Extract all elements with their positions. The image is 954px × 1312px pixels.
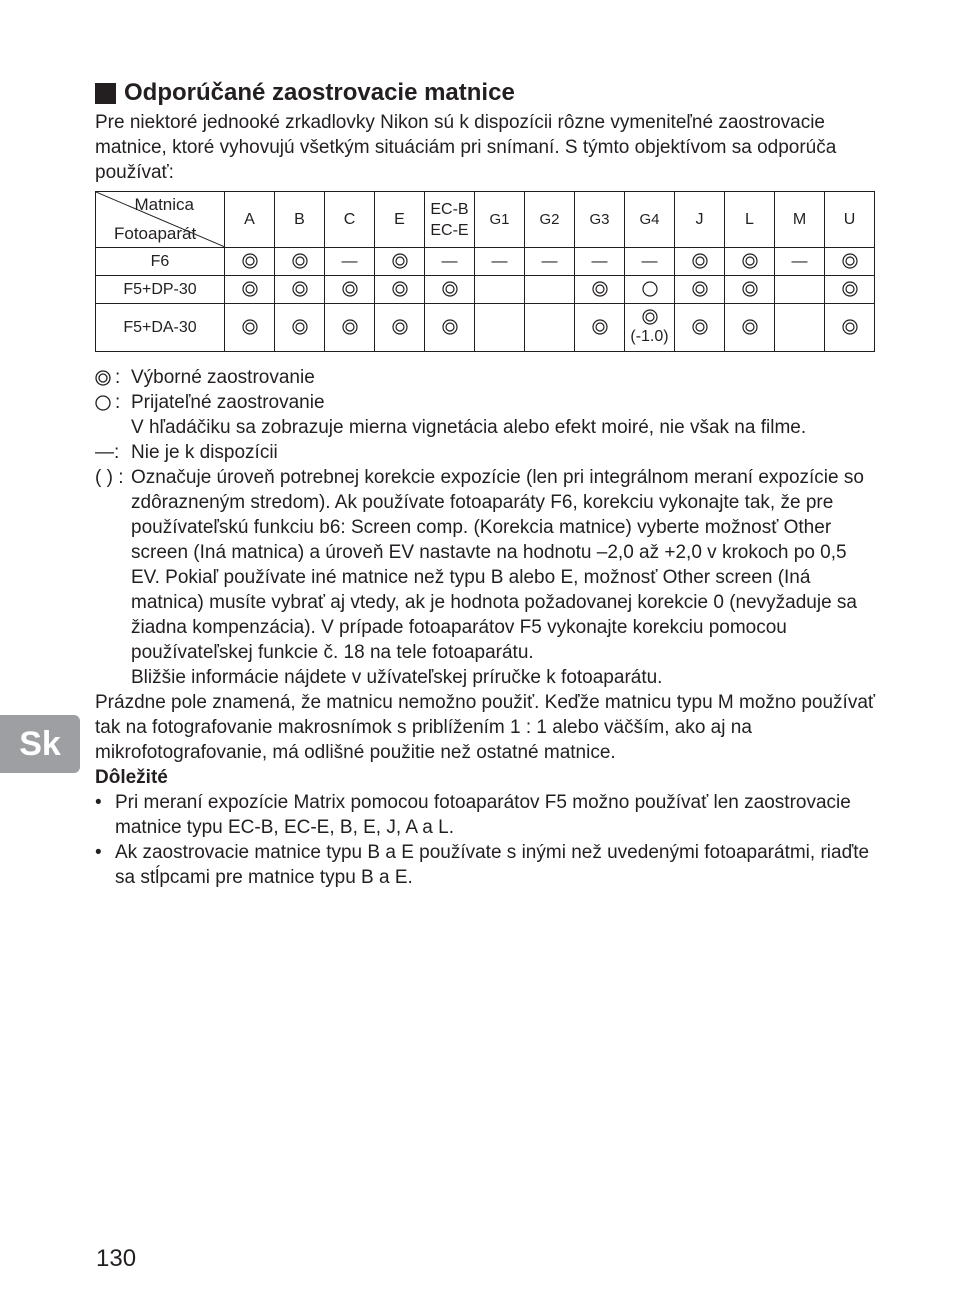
table-row	[96, 304, 875, 352]
table-cell	[475, 248, 525, 276]
dash-symbol: —	[341, 252, 358, 270]
legend-key-parentheses: ( ) :	[95, 467, 124, 488]
legend-colon: :	[115, 392, 121, 413]
table-cell	[375, 304, 425, 352]
corner-label-screen: Matnica	[134, 195, 194, 214]
important-item: • Pri meraní expozície Matrix pomocou fotoaparátov F5 možno používať len zaostrovacie matnice typu EC-B, EC-E, B, E, J, A a L.	[95, 790, 875, 840]
legend-acceptable-title: Prijateľné zaostrovanie	[131, 392, 325, 413]
section-heading	[95, 78, 875, 108]
legend-text-unavailable: Nie je k dispozícii	[131, 442, 278, 463]
table-header-row	[96, 192, 875, 248]
table-row	[96, 276, 875, 304]
camera-name: F5+DA-30	[96, 304, 225, 352]
column-header: G3	[575, 192, 625, 248]
table-body	[96, 248, 875, 352]
corner-label-camera: Fotoaparát	[114, 224, 197, 243]
table-row	[96, 248, 875, 276]
legend-colon: :	[115, 367, 121, 388]
table-cell	[225, 248, 275, 276]
table-cell	[325, 276, 375, 304]
table-cell	[725, 304, 775, 352]
circle-icon	[95, 395, 115, 411]
important-list	[95, 790, 875, 890]
double-circle-icon	[592, 319, 608, 335]
double-circle-icon	[242, 281, 258, 297]
table-cell	[625, 276, 675, 304]
double-circle-icon	[242, 253, 258, 269]
legend-text-parentheses	[131, 465, 875, 690]
table-cell	[825, 276, 875, 304]
legend-paren-text: Označuje úroveň potrebnej korekcie expozície (len pri integrálnom meraní expozície so zdôrazneným stredom). Ak používate fotoaparáty F6, korekciu vykonajte tak, že pre používateľskú funkciu b6: Screen comp. (Korekcia matnice) vyberte možnosť Other screen (Iná matnica) a úroveň EV nastavte na hodnotu –2,0 až +2,0 v krokoch po 0,5 EV. Pokiaľ používate iné matnice než typu B alebo E, možnosť Other screen (Iná matnica) musíte vybrať aj vtedy, ak je hodnota požadovanej korekcie 0 (nevyžaduje sa žiadna kompenzácia). V prípade fotoaparátov F5 vykonajte korekciu pomocou používateľskej funkcie č. 18 na tele fotoaparátu.	[131, 467, 864, 663]
double-circle-icon	[95, 370, 115, 386]
legend-key-acceptable	[95, 390, 131, 440]
double-circle-icon	[392, 319, 408, 335]
double-circle-icon	[642, 309, 658, 325]
language-tab	[0, 715, 80, 773]
section-title: Odporúčané zaostrovacie matnice	[124, 79, 515, 106]
legend-parentheses	[95, 465, 875, 690]
legend-acceptable	[95, 390, 875, 440]
column-header: G1	[475, 192, 525, 248]
table-cell	[725, 276, 775, 304]
double-circle-icon	[592, 281, 608, 297]
table-cell	[425, 248, 475, 276]
circle-icon	[642, 281, 658, 297]
double-circle-icon	[292, 319, 308, 335]
legend-unavailable	[95, 440, 875, 465]
legend-text-acceptable	[131, 390, 875, 440]
dash-symbol: —	[491, 252, 508, 270]
double-circle-icon	[242, 319, 258, 335]
empty-field-note: Prázdne pole znamená, že matnicu nemožno použiť. Keďže matnicu typu M možno používať tak na fotografovanie makrosnímok s priblížením 1 : 1 alebo väčším, ako aj na mikrofotografovanie, má odlišné použitie než ostatné matnice.	[95, 692, 876, 763]
legend-key-excellent	[95, 365, 131, 390]
important-item: • Ak zaostrovacie matnice typu B a E používate s inými než uvedenými fotoaparátmi, riaďte sa stĺpcami pre matnice typu B a E.	[95, 840, 875, 890]
table-cell	[375, 248, 425, 276]
column-header: B	[275, 192, 325, 248]
double-circle-icon	[842, 281, 858, 297]
table-cell	[525, 248, 575, 276]
legend	[95, 365, 875, 690]
dash-symbol: —	[591, 252, 608, 270]
column-header: G4	[625, 192, 675, 248]
camera-name: F5+DP-30	[96, 276, 225, 304]
double-circle-icon	[342, 281, 358, 297]
important-heading: Dôležité	[95, 767, 168, 788]
double-circle-icon	[692, 281, 708, 297]
column-header: U	[825, 192, 875, 248]
double-circle-icon	[742, 319, 758, 335]
double-circle-icon	[442, 319, 458, 335]
legend-excellent	[95, 365, 875, 390]
double-circle-icon	[842, 319, 858, 335]
table-cell	[825, 304, 875, 352]
dash-symbol: —	[641, 252, 658, 270]
table-cell	[775, 248, 825, 276]
table-cell	[275, 304, 325, 352]
table-cell	[325, 248, 375, 276]
column-header: EC-B EC-E	[425, 192, 475, 248]
dash-symbol: —	[541, 252, 558, 270]
intro-paragraph: Pre niektoré jednooké zrkadlovky Nikon sú k dispozícii rôzne vymeniteľné zaostrovacie matnice, ktoré vyhovujú všetkým situáciám pri snímaní. S týmto objektívom sa odporúča používať:	[95, 112, 837, 183]
table-cell	[575, 276, 625, 304]
table-cell	[275, 248, 325, 276]
table-cell	[675, 276, 725, 304]
table-cell	[625, 304, 675, 352]
double-circle-icon	[392, 253, 408, 269]
column-header: J	[675, 192, 725, 248]
column-header: C	[325, 192, 375, 248]
column-header: L	[725, 192, 775, 248]
table-cell	[375, 276, 425, 304]
legend-text-excellent: Výborné zaostrovanie	[131, 367, 315, 388]
table-cell	[575, 304, 625, 352]
table-cell	[225, 304, 275, 352]
table-cell	[525, 276, 575, 304]
table-cell	[425, 304, 475, 352]
camera-name: F6	[96, 248, 225, 276]
double-circle-icon	[442, 281, 458, 297]
column-header: M	[775, 192, 825, 248]
legend-acceptable-note: V hľadáčiku sa zobrazuje mierna vignetácia alebo efekt moiré, nie však na filme.	[131, 417, 807, 438]
table-cell	[225, 276, 275, 304]
table-cell	[775, 276, 825, 304]
table-cell	[675, 304, 725, 352]
table-cell	[525, 304, 575, 352]
double-circle-icon	[292, 281, 308, 297]
column-header: E	[375, 192, 425, 248]
double-circle-icon	[692, 253, 708, 269]
dash-symbol: —	[791, 252, 808, 270]
focusing-screen-table	[95, 191, 875, 352]
table-corner-cell	[96, 192, 225, 248]
page-number: 130	[96, 1245, 137, 1272]
language-tab-label: Sk	[19, 724, 61, 763]
page-content	[95, 78, 875, 890]
double-circle-icon	[692, 319, 708, 335]
table-cell	[475, 276, 525, 304]
table-cell	[775, 304, 825, 352]
table-cell	[725, 248, 775, 276]
table-cell	[625, 248, 675, 276]
double-circle-icon	[342, 319, 358, 335]
table-cell	[475, 304, 525, 352]
legend-key-unavailable: —:	[95, 442, 120, 463]
double-circle-icon	[742, 253, 758, 269]
double-circle-icon	[742, 281, 758, 297]
legend-paren-more: Bližšie informácie nájdete v užívateľskej príručke k fotoaparátu.	[131, 667, 663, 688]
double-circle-icon	[842, 253, 858, 269]
table-cell	[825, 248, 875, 276]
double-circle-icon	[392, 281, 408, 297]
column-header: G2	[525, 192, 575, 248]
table-cell	[325, 304, 375, 352]
double-circle-icon	[292, 253, 308, 269]
dash-symbol: —	[441, 252, 458, 270]
square-bullet-icon	[95, 83, 116, 104]
exposure-correction-note: (-1.0)	[630, 327, 669, 345]
table-cell	[675, 248, 725, 276]
column-header: A	[225, 192, 275, 248]
table-cell	[425, 276, 475, 304]
table-cell	[275, 276, 325, 304]
table-cell	[575, 248, 625, 276]
